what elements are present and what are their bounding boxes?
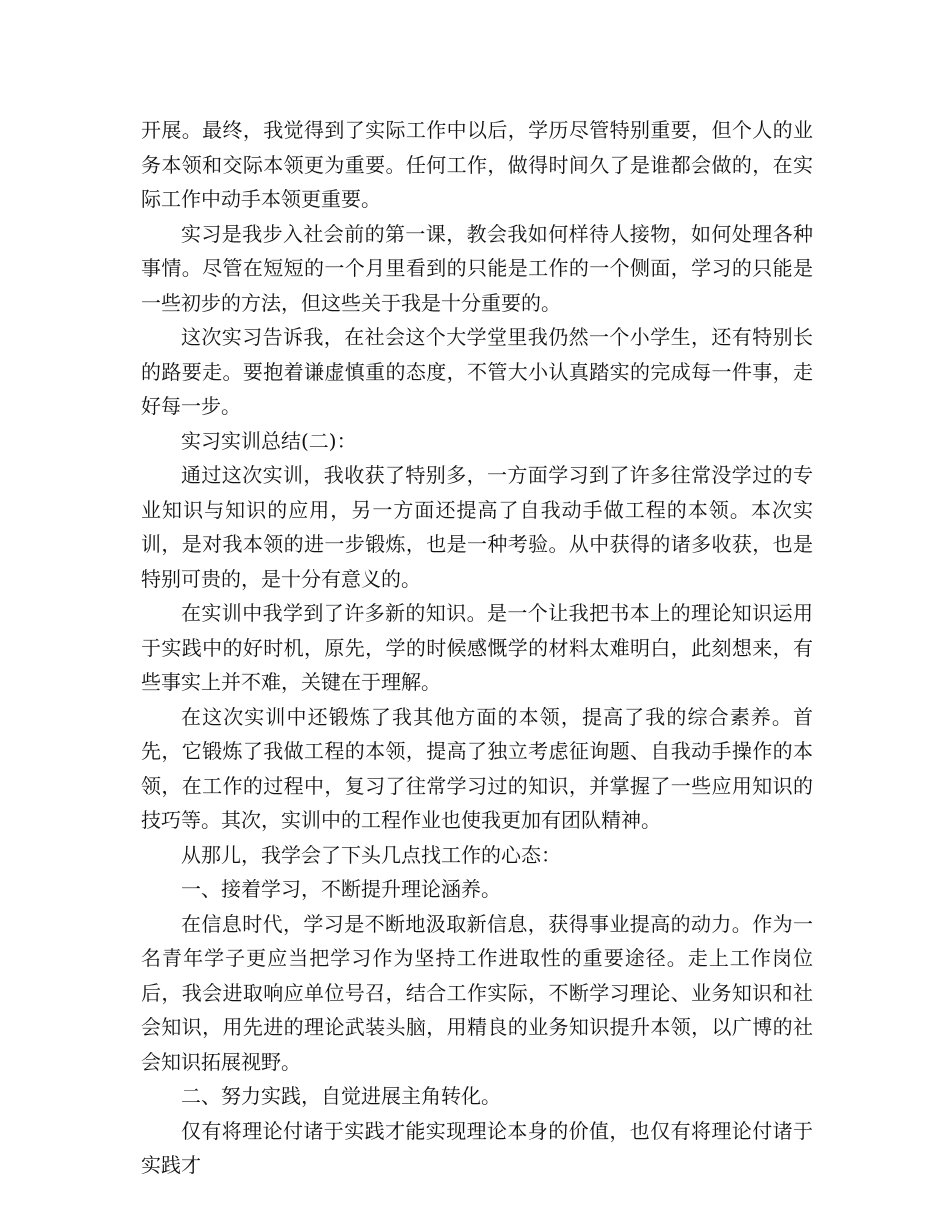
paragraph: 通过这次实训，我收获了特别多，一方面学习到了许多往常没学过的专业知识与知识的应用，另一方面还提高了自我动手做工程的本领。本次实训，是对我本领的进一步锻炼，也是一种考验。从中获得的诸多收获，也是特别可贵的，是十分有意义的。	[141, 463, 813, 591]
paragraph: 在这次实训中还锻炼了我其他方面的本领，提高了我的综合素养。首先，它锻炼了我做工程的本领，提高了独立考虑征询题、自我动手操作的本领，在工作的过程中，复习了往常学习过的知识，并掌握了一些应用知识的技巧等。其次，实训中的工程作业也使我更加有团队精神。	[141, 704, 813, 832]
paragraph: 在实训中我学到了许多新的知识。是一个让我把书本上的理论知识运用于实践中的好时机，原先，学的时候感慨学的材料太难明白，此刻想来，有些事实上并不难，关键在于理解。	[141, 601, 813, 694]
paragraph: 这次实习告诉我，在社会这个大学堂里我仍然一个小学生，还有特别长的路要走。要抱着谦虚慎重的态度，不管大小认真踏实的完成每一件事，走好每一步。	[141, 325, 813, 418]
list-heading: 二、努力实践，自觉进展主角转化。	[181, 1084, 501, 1108]
list-heading: 一、接着学习，不断提升理论涵养。	[181, 877, 501, 901]
paragraph: 实习是我步入社会前的第一课，教会我如何样待人接物，如何处理各种事情。尽管在短短的一个月里看到的只能是工作的一个侧面，学习的只能是一些初步的方法，但这些关于我是十分重要的。	[141, 221, 813, 315]
paragraph: 在信息时代，学习是不断地汲取新信息，获得事业提高的动力。作为一名青年学子更应当把学习作为坚持工作进取性的重要途径。走上工作岗位后，我会进取响应单位号召，结合工作实际，不断学习理论、业务知识和社会知识，用先进的理论武装头脑，用精良的业务知识提升本领，以广博的社会知识拓展视野。	[141, 911, 813, 1074]
paragraph: 从那儿，我学会了下头几点找工作的心态：	[181, 842, 561, 867]
document-body	[141, 113, 813, 1183]
paragraph: 仅有将理论付诸于实践才能实现理论本身的价值，也仅有将理论付诸于实践才	[141, 1118, 813, 1177]
section-heading: 实习实训总结(二)：	[181, 428, 357, 453]
paragraph: 开展。最终，我觉得到了实际工作中以后，学历尽管特别重要，但个人的业务本领和交际本领更为重要。任何工作，做得时间久了是谁都会做的，在实际工作中动手本领更重要。	[141, 118, 813, 211]
